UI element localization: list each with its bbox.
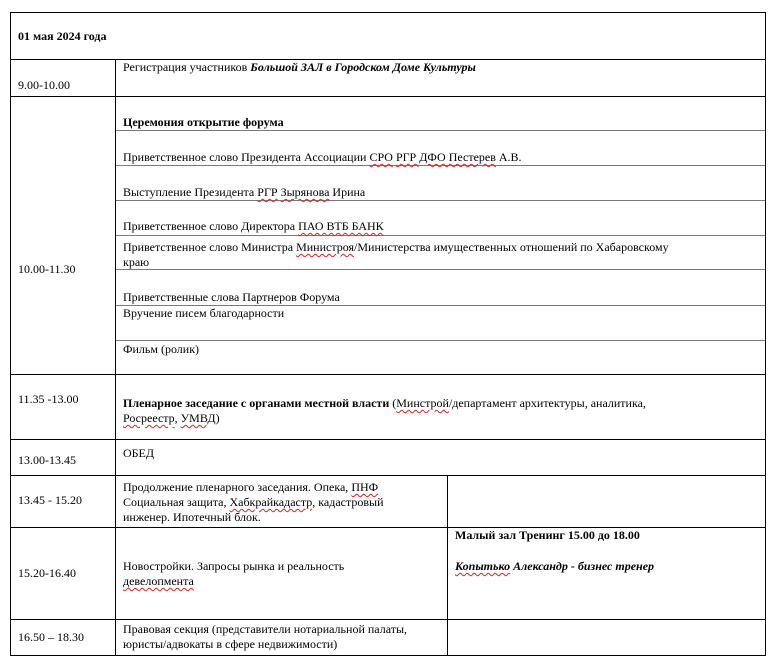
item-text: А.В.	[495, 150, 522, 164]
item-text: /департамент архитектуры, аналитика,	[448, 396, 646, 410]
agenda-item-film: Фильм (ролик)	[123, 342, 200, 356]
item-text: СРО	[369, 150, 393, 164]
agenda-item-letters: Вручение писем благодарности	[123, 306, 285, 320]
item-text: РГР	[257, 185, 278, 199]
item-text: УМВД	[180, 411, 216, 425]
plenary-session-cont	[123, 411, 220, 426]
agenda-item-greeting-vtb	[123, 219, 384, 234]
time-slot: 9.00-10.00	[18, 78, 70, 92]
item-text: Выступление Президента	[123, 185, 258, 199]
registration-text: Регистрация участников	[123, 60, 251, 74]
table-border-right	[765, 12, 766, 656]
plenary-continuation-line2	[123, 495, 384, 510]
time-slot: 16.50 – 18.30	[18, 630, 84, 644]
item-text: (	[389, 396, 397, 410]
agenda-item-speech-rgr	[123, 185, 365, 200]
time-column-divider	[115, 59, 116, 656]
item-text: , кадастровый	[312, 495, 384, 509]
trainer-name	[455, 559, 654, 574]
legal-section: Правовая секция (представители нотариальной палаты,	[123, 622, 408, 636]
plenary-session	[123, 396, 646, 411]
sub-row-divider	[115, 200, 765, 201]
row-divider	[10, 475, 765, 476]
legal-section-cont: юристы/адвокаты в сфере недвижимости)	[123, 637, 338, 651]
small-hall-training: Малый зал Тренинг 15.00 до 18.00	[455, 528, 640, 542]
plenary-title: Пленарное заседание с органами местной власти	[123, 396, 390, 410]
item-text: Приветственное слово Министра	[123, 240, 297, 254]
item-text: ПНФ	[351, 480, 379, 494]
time-slot: 11.35 -13.00	[18, 392, 79, 406]
item-text: Росреестр	[123, 411, 175, 425]
time-slot: 13.00-13.45	[18, 453, 76, 467]
sub-row-divider	[115, 165, 765, 166]
item-text: )	[215, 411, 220, 425]
new-buildings-item-cont: девелопмента	[123, 574, 194, 588]
agenda-item-opening: Церемония открытие форума	[123, 115, 284, 129]
lunch-item: ОБЕД	[123, 446, 155, 460]
sub-row-divider	[115, 269, 765, 270]
item-text: ,	[174, 411, 181, 425]
venue-name: Большой ЗАЛ в Городском Доме Культуры	[250, 60, 476, 74]
plenary-continuation	[123, 480, 378, 495]
table-border-left	[10, 12, 11, 656]
row-divider	[10, 96, 765, 97]
plenary-continuation-line3: инженер. Ипотечный блок.	[123, 510, 261, 524]
table-border-top	[10, 12, 765, 13]
trainer-surname: Копытько	[455, 559, 511, 573]
item-text: Приветственное слово Директора	[123, 219, 299, 233]
agenda-item-greeting-president	[123, 150, 522, 165]
item-text: Министроя	[296, 240, 355, 254]
agenda-item-greeting-minister	[123, 240, 669, 255]
row-divider	[10, 374, 765, 375]
time-slot: 13.45 - 15.20	[18, 493, 82, 507]
row-divider	[10, 619, 765, 620]
item-text: Продолжение пленарного заседания. Опека,	[123, 480, 352, 494]
agenda-item-greeting-minister-cont: краю	[123, 255, 150, 269]
item-text: Хабкрайкадастр	[229, 495, 313, 509]
sub-row-divider	[115, 235, 765, 236]
time-slot: 10.00-11.30	[18, 262, 76, 276]
item-text: Приветственное слово Президента Ассоциации	[123, 150, 370, 164]
sub-row-divider	[115, 340, 765, 341]
registration-item	[123, 60, 476, 75]
new-buildings-item: Новостройки. Запросы рынка и реальность	[123, 559, 345, 573]
item-text: Социальная защита,	[123, 495, 230, 509]
row-divider	[10, 527, 765, 528]
document-date: 01 мая 2024 года	[18, 29, 107, 43]
trainer-role: Александр - бизнес тренер	[510, 559, 655, 573]
item-text: ПАО ВТБ БАНК	[298, 219, 384, 233]
row-divider	[10, 439, 765, 440]
item-text: /Министерства имущественных отношений по Хабаровскому	[354, 240, 669, 254]
time-slot: 15.20-16.40	[18, 566, 76, 580]
item-text: Ирина	[329, 185, 366, 199]
room-column-divider	[447, 475, 448, 656]
item-text: Зырянова	[280, 185, 330, 199]
sub-row-divider	[115, 130, 765, 131]
table-border-bottom	[10, 655, 765, 656]
item-text: РГР ДФО Пестерев	[395, 150, 496, 164]
agenda-item-partners: Приветственные слова Партнеров Форума	[123, 290, 340, 304]
item-text: Минстрой	[396, 396, 449, 410]
